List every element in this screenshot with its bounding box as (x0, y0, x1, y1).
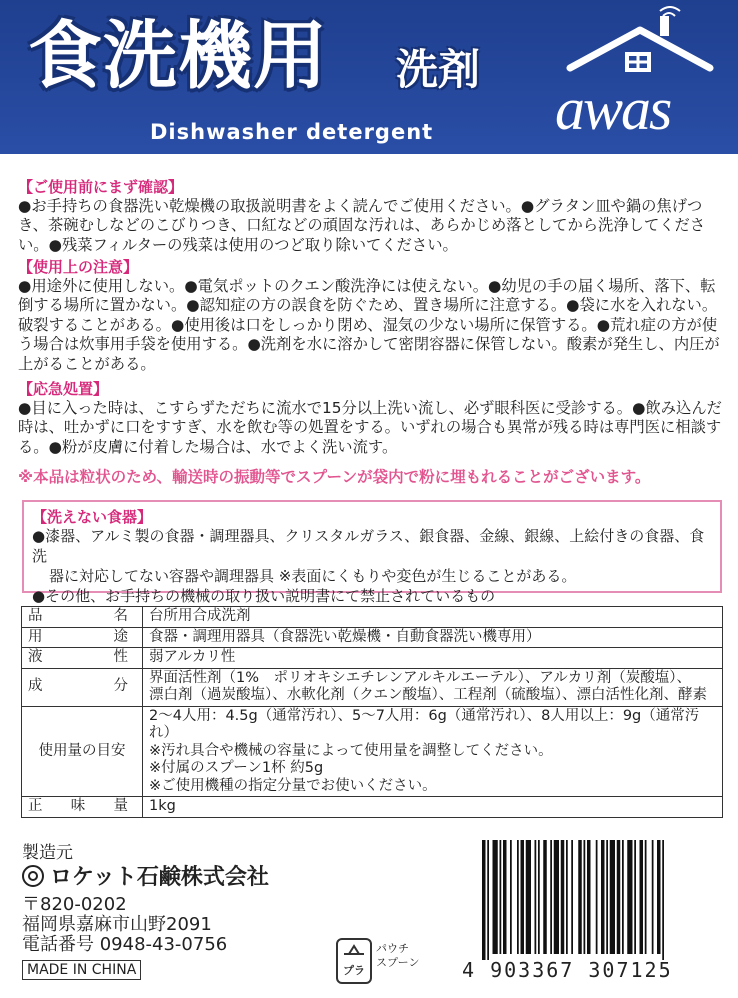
table-row (22, 668, 723, 706)
maker-address: 福岡県嘉麻市山野2091 (22, 914, 212, 935)
barcode-bar (493, 840, 498, 954)
barcode-bar (550, 840, 552, 954)
barcode-bar (554, 840, 559, 954)
spec-label: 液性 (22, 648, 143, 669)
section-body: ●お手持ちの食器洗い乾燥機の取扱説明書をよく読んでご使用ください。●グラタン皿や鍋の焦げつき、茶碗むしなどのこびりつき、口紅などの頑固な汚れは、あらかじめ落としてから洗浄してください。●残菜フィルターの残菜は使用のつど取り除いてください。 (18, 197, 706, 254)
barcode-number: 4 903367 307125 (462, 958, 673, 982)
table-row (22, 648, 723, 669)
spec-value-line: ※ご使用機種の指定分量でお使いください。 (149, 777, 437, 794)
granule-note: ※本品は粒状のため、輸送時の振動等でスプーンが袋内で粉に埋もれることがございます。 (18, 468, 651, 486)
barcode-bar (652, 840, 654, 954)
recycle-symbol-text: プラ (343, 964, 365, 977)
barcode-bar (662, 840, 664, 960)
spec-label: 品名 (22, 607, 143, 628)
barcode-bar (587, 840, 591, 954)
product-title-english: Dishwasher detergent (150, 120, 434, 144)
barcode-bar (584, 840, 586, 954)
barcode-bar (482, 840, 486, 960)
spec-value: 弱アルカリ性 (143, 648, 723, 669)
recycle-text (376, 942, 419, 970)
barcode-bar (622, 840, 624, 954)
cannot-wash-body (32, 526, 714, 606)
spec-value: 食器・調理用器具（食器洗い乾燥機・自動食器洗い機専用） (143, 627, 723, 648)
barcode-bar (610, 840, 615, 954)
barcode-bar (543, 840, 547, 954)
recycle-line: パウチ (376, 942, 409, 955)
section-title: 【ご使用前にまず確認】 (18, 178, 184, 196)
section-title: 【応急処置】 (18, 380, 109, 398)
maker-name-row (22, 860, 269, 891)
barcode-bar (606, 840, 608, 954)
spec-value-line: 界面活性剤（1% ポリオキシエチレンアルキルエーテル）、アルカリ剤（炭酸塩）、 (149, 669, 692, 686)
first-aid-section (18, 380, 722, 457)
spec-value-line: 2〜4人用：4.5g（通常汚れ）、5〜7人用：6g（通常汚れ）、8人用以上：9g（通常汚れ） (149, 707, 700, 741)
barcode-bar (657, 840, 661, 954)
plastic-recycle-icon (336, 938, 372, 984)
maker-postal: 〒820-0202 (22, 894, 127, 915)
table-row (22, 627, 723, 648)
spec-value: 台所用合成洗剤 (143, 607, 723, 628)
maker-name: ロケット石鹸株式会社 (50, 865, 269, 890)
rocket-logo-icon (22, 865, 44, 887)
barcode-bar (500, 840, 502, 954)
before-use-section (18, 178, 722, 255)
barcode-bar (571, 840, 573, 954)
barcode-bar (640, 840, 644, 954)
spec-table (21, 606, 723, 818)
barcode-bar (487, 840, 489, 960)
barcode-bar (521, 840, 525, 954)
cannot-wash-line: 器に対応してない容器や調理器具 ※表面にくもりや変色が生じることがある。 (49, 567, 577, 585)
made-in-label: MADE IN CHINA (22, 960, 141, 980)
barcode-bar (510, 840, 512, 954)
barcode-bar (526, 840, 531, 954)
barcode-bar (578, 840, 582, 954)
barcode-bar (517, 840, 519, 954)
barcode-bar (538, 840, 540, 954)
awas-logo (545, 6, 735, 146)
barcode-bar (596, 840, 598, 954)
table-row (22, 797, 723, 818)
spec-label: 成分 (22, 668, 143, 706)
header-banner (0, 0, 738, 154)
caution-section (18, 258, 722, 374)
spec-value-line: ※付属のスプーン1杯 約5g (149, 760, 324, 776)
spec-value: 1kg (143, 797, 723, 818)
section-body: ●目に入った時は、こすらずただちに流水で15分以上洗い流し、必ず眼科医に受診する。●飲み込んだ時は、吐かずに口をすすぎ、水を飲む等の処置をする。いずれの場合も異常が残る時は専門医に相談する。●粉が皮膚に付着した場合は、水でよく洗い流す。 (18, 399, 722, 456)
spec-label: 正味量 (22, 797, 143, 818)
barcode-bar (601, 840, 605, 954)
barcode-bar (503, 840, 507, 954)
section-title: 【使用上の注意】 (18, 258, 139, 276)
recycle-line: スプーン (376, 956, 420, 969)
barcode-bar (566, 840, 568, 954)
cannot-wash-line: ●漆器、アルミ製の食器・調理器具、クリスタルガラス、銀食器、金線、銀線、上絵付きの食器、食洗 (32, 527, 705, 565)
spec-label: 使用量の目安 (22, 706, 143, 797)
spec-value-line: 漂白剤（過炭酸塩）、水軟化剤（クエン酸塩）、工程剤（硫酸塩）、漂白活性化剤、酵素 (149, 687, 707, 703)
table-row (22, 706, 723, 797)
table-row (22, 607, 723, 628)
cannot-wash-title: 【洗えない食器】 (32, 508, 153, 526)
spec-value (143, 668, 723, 706)
maker-label: 製造元 (22, 843, 73, 863)
barcode-bar (561, 840, 565, 954)
barcode (480, 840, 728, 960)
spec-value-line: ※汚れ具合や機械の容量によって使用量を調整してください。 (149, 742, 553, 759)
cannot-wash-line: ●その他、お手持ちの機械の取り扱い説明書にて禁止されているもの (32, 587, 496, 605)
product-subtitle: 洗剤 (396, 45, 481, 94)
section-body: ●用途外に使用しない。●電気ポットのクエン酸洗浄には使えない。●幼児の手の届く場所、落下、転倒する場所に置かない。●認知症の方の誤食を防ぐため、置き場所に注意する。●袋に水を入れない。破裂することがある。●使用後は口をしっかり閉め、湿気の少ない場所に保管する。●荒れ症の方が使う場合は炊事用手袋を使用する。●洗剤を水に溶かして密閉容器に保管しない。酸素が発生し、内圧が上がることがある。 (18, 277, 720, 373)
barcode-bar (535, 840, 537, 954)
barcode-bar (617, 840, 621, 954)
product-title: 食洗機用 (28, 13, 328, 99)
logo-text: awas (555, 76, 671, 142)
spec-label: 用途 (22, 627, 143, 648)
cannot-wash-box (22, 500, 722, 605)
barcode-bar (645, 840, 647, 954)
spec-value (143, 706, 723, 797)
barcode-bar (627, 840, 632, 954)
maker-phone: 電話番号 0948-43-0756 (22, 934, 228, 955)
barcode-bar (634, 840, 636, 954)
